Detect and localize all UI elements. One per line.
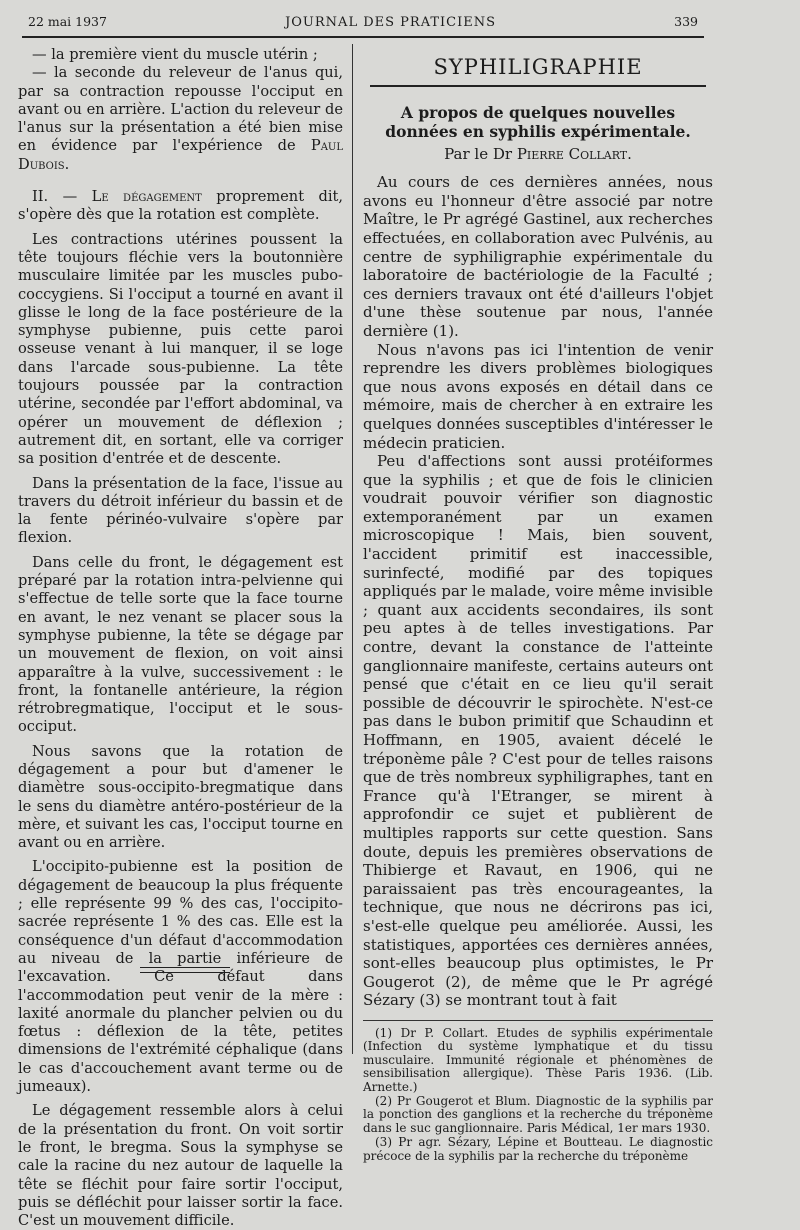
left-para-2 [18,188,343,225]
left-para-1b: — la seconde du releveur de l'anus qui, par sa contraction repousse l'occiput en avant ou en arrière. L'action du releveur de l'anus sur la présentation a été bien mise en évidence par l'expérience de Paul Dubois. [18,64,343,173]
left-para-5: Dans celle du front, le dégagement est préparé par la rotation intra-pelvienne qui s'effectue de telle sorte que la face tourne en avant, le nez venant se placer sous la symphyse pubienne, la tête se dégage par un mouvement de flexion, on voit ainsi apparaître à la vulve, successivement : le front, la fontanelle antérieure, la région rétrobregmatique, l'occiput et le sous-occiput. [18,553,343,736]
article-title: A propos de quelques nouvelles données en syphilis expérimentale. [385,102,691,141]
header-rule [22,36,704,38]
footnote-1: (1) Dr P. Collart. Etudes de syphilis expérimentale (Infection du système lymphatique et du tissu musculaire. Immunité régionale et phénomènes de sensibilisation allergique). Thèse Paris 1936. (Lib. Arnette.) [363,1025,713,1094]
article-author [363,145,713,164]
left-para-7: L'occipito-pubienne est la position de dégagement de beaucoup la plus fréquente ; elle représente 99 % des cas, l'occipito-sacrée représente 1 % des cas. Elle est la conséquence d'un défaut d'accommodation au niveau de la partie inférieure de l'excavation. Ce défaut dans l'accommodation peut venir de la mère : laxité anormale du plancher pelvien ou du fœtus : déflexion de la tête, petites dimensions de l'extrémité céphalique (dans le cas d'accouchement avant terme ou de jumeaux). [18,858,343,1096]
right-para-2: Nous n'avons pas ici l'intention de venir reprendre les divers problèmes biologiques que nous avons exposés en détail dans ce mémoire, mais de chercher à en extraire les quelques données susceptibles d'intéresser le médecin praticien. [363,340,713,452]
article-end-rule [140,967,230,973]
left-para-4: Dans la présentation de la face, l'issue au travers du détroit inférieur du bassin et de la fente périnéo-vulvaire s'opère par flexion. [18,474,343,547]
page-header [28,14,698,36]
column-divider [352,44,353,1054]
right-para-1: Au cours de ces dernières années, nous avons eu l'honneur d'être associé par notre Maître, le Pr agrégé Gastinel, aux recherches effectuées, en collaboration avec Pulvénis, au centre de syphiligraphie expérimentale du laboratoire de bactériologie de la Faculté ; ces derniers travaux ont été d'ailleurs l'objet d'une thèse soutenue par nous, l'année dernière (1). [363,173,713,340]
right-para-3: Peu d'affections sont aussi protéiformes que la syphilis ; et que de fois le clinicien voudrait pouvoir vérifier son diagnostic extemporanément par un examen microscopique ! Mais, bien souvent, l'accident primitif est inaccessible, surinfecté, modifié par des topiques appliqués par le malade, voire même invisible ; quant aux accidents secondaires, ils sont peu aptes à de telles investigations. Par contre, devant la constance de l'atteinte ganglionnaire manifeste, certains auteurs ont pensé que c'était en ce lieu qu'il serait possible de découvrir le spirochète. N'est-ce pas dans le bubon primitif que Schaudinn et Hoffmann, en 1905, avaient décelé le tréponème pâle ? C'est pour de telles raisons que de très nombreux syphiligraphes, tant en France qu'à l'Etranger, se mirent à approfondir ce sujet et publièrent de multiples rapports sur cette question. Sans doute, depuis les premières observations de Thibierge et Ravaut, en 1906, qui ne paraissaient pas très encourageantes, la technique, que nous ne décrirons pas ici, s'est-elle quelque peu améliorée. Aussi, les statistiques, apportées ces dernières années, sont-elles beaucoup plus optimistes, le Pr Gougerot (2), de même que le Pr agrégé Sézary (3) se montrant tout à fait [363,452,713,1010]
left-para-6: Nous savons que la rotation de dégagement a pour but d'amener le diamètre sous-occipito-bregmatique dans le sens du diamètre antéro-postérieur de la mère, et suivant les cas, l'occiput tourne en avant ou en arrière. [18,742,343,852]
footnote-3: (3) Pr agr. Sézary, Lépine et Boutteau. Le diagnostic précoce de la syphilis par la recherche du tréponème [363,1135,713,1163]
section-title: SYPHILIGRAPHIE [433,55,643,79]
footnotes [363,1027,713,1163]
footnotes-rule [363,1020,713,1021]
author-prefix: Par le Dr [444,144,513,163]
left-para-2-text: proprement dit, s'opère dès que la rotation est complète. [18,188,344,224]
left-para-1b-text: — la seconde du releveur de l'anus qui, par sa contraction repousse l'occiput en avant ou en arrière. L'action du releveur de l'anus sur la présentation a été bien mise en évidence par l'expérience de [18,64,343,155]
name-paul-dubois: Paul Dubois [18,137,343,173]
term-degagement: Le dégagement [91,188,202,206]
footnote-2: (2) Pr Gougerot et Blum. Diagnostic de la syphilis par la ponction des ganglions et la recherche du tréponème dans le suc ganglionnaire. Paris Médical, 1er mars 1930. [363,1093,713,1135]
section-number: II. — [32,188,78,206]
header-date: 22 mai 1937 [28,14,107,29]
header-page-number: 339 [674,14,698,29]
header-journal-title: JOURNAL DES PRATICIENS [285,15,497,30]
author-name: Pierre Collart. [516,144,632,163]
left-para-3: Les contractions utérines poussent la tête toujours fléchie vers la boutonnière musculaire limitée par les muscles pubo-coccygiens. Si l'occiput a tourné en avant il glisse le long de la face postérieure de la symphyse pubienne, puis cette paroi osseuse venant à lui manquer, il se loge dans l'arcade sous-pubienne. La tête toujours poussée par la contraction utérine, secondée par l'effort abdominal, va opérer un mouvement de déflexion ; autrement dit, en sortant, elle va corriger sa position d'entrée et de descente. [18,230,343,468]
left-para-1a: — la première vient du muscle utérin ; [32,46,318,63]
section-title-rule [370,85,706,87]
right-column [363,46,713,1164]
left-column [18,46,343,1230]
left-para-8: Le dégagement ressemble alors à celui de la présentation du front. On voit sortir le front, le bregma. Sous la symphyse se cale la racine du nez autour de laquelle la tête se fléchit pour faire sortir l'occiput, puis se défléchit pour laisser sortir la face. C'est un mouvement difficile. [18,1102,343,1230]
